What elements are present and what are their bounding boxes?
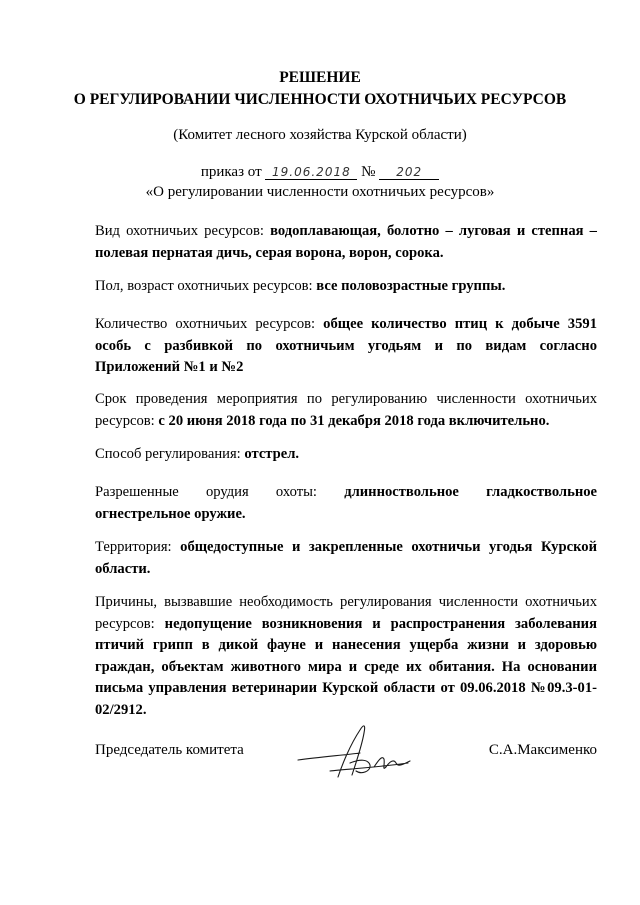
- quantity-paragraph: [95, 314, 597, 379]
- method-value: отстрел.: [244, 446, 300, 462]
- order-prefix: приказ от: [200, 164, 262, 180]
- weapons-label: Разрешенные орудия охоты:: [95, 484, 317, 500]
- committee-name: (Комитет лесного хозяйства Курской области): [173, 127, 467, 143]
- quantity-label: Количество охотничьих ресурсов:: [95, 316, 316, 332]
- order-subject: «О регулировании численности охотничьих ресурсов»: [145, 184, 495, 200]
- territory-label: Территория:: [95, 539, 172, 555]
- reasons-paragraph: [95, 592, 597, 721]
- sex-age-value: все половозрастные группы.: [316, 278, 506, 294]
- period-label: Срок проведения мероприятия по регулированию численности охотничьих ресурсов:: [95, 391, 597, 429]
- document-title: РЕШЕНИЕ: [279, 69, 361, 86]
- species-value: водоплавающая, болотно – луговая и степная – полевая пернатая дичь, серая ворона, ворон, сорока.: [95, 223, 597, 261]
- order-date-handwritten: 19.06.2018: [265, 165, 357, 180]
- order-number-handwritten: 202: [379, 165, 439, 180]
- reasons-label: Причины, вызвавшие необходимость регулирования численности охотничьих ресурсов:: [95, 594, 597, 632]
- species-label: Вид охотничьих ресурсов:: [95, 223, 264, 239]
- reasons-value: недопущение возникновения и распространения заболевания птичий грипп в дикой фауне и нанесения ущерба жизни и здоровью граждан, объектам животного мира и среде их обитания. На основании письма управления ветеринарии Курской области от 09.06.2018 №09.3-01-02/2912.: [95, 615, 597, 718]
- sex-age-paragraph: [95, 276, 597, 298]
- method-paragraph: [95, 444, 597, 466]
- period-paragraph: [95, 389, 597, 432]
- signatory-position: Председатель комитета: [95, 742, 244, 758]
- signatory-name: С.А.Максименко: [488, 742, 597, 758]
- order-line: [0, 162, 640, 182]
- weapons-paragraph: [95, 482, 597, 525]
- species-paragraph: [95, 221, 597, 264]
- period-value: с 20 июня 2018 года по 31 декабря 2018 года включительно.: [158, 412, 550, 429]
- territory-value: общедоступные и закрепленные охотничьи угодья Курской области.: [95, 539, 597, 577]
- order-number-label: №: [361, 164, 376, 180]
- quantity-value: общее количество птиц к добыче 3591 особь с разбивкой по охотничьим угодьям и по видам согласно Приложений №1 и №2: [95, 316, 597, 375]
- weapons-value: длинноствольное гладкоствольное огнестрельное оружие.: [95, 484, 598, 522]
- method-label: Способ регулирования:: [95, 446, 241, 462]
- sex-age-label: Пол, возраст охотничьих ресурсов:: [95, 278, 313, 294]
- handwritten-signature: [290, 715, 420, 785]
- territory-paragraph: [95, 537, 597, 580]
- document-subtitle: О РЕГУЛИРОВАНИИ ЧИСЛЕННОСТИ ОХОТНИЧЬИХ РЕСУРСОВ: [73, 91, 567, 108]
